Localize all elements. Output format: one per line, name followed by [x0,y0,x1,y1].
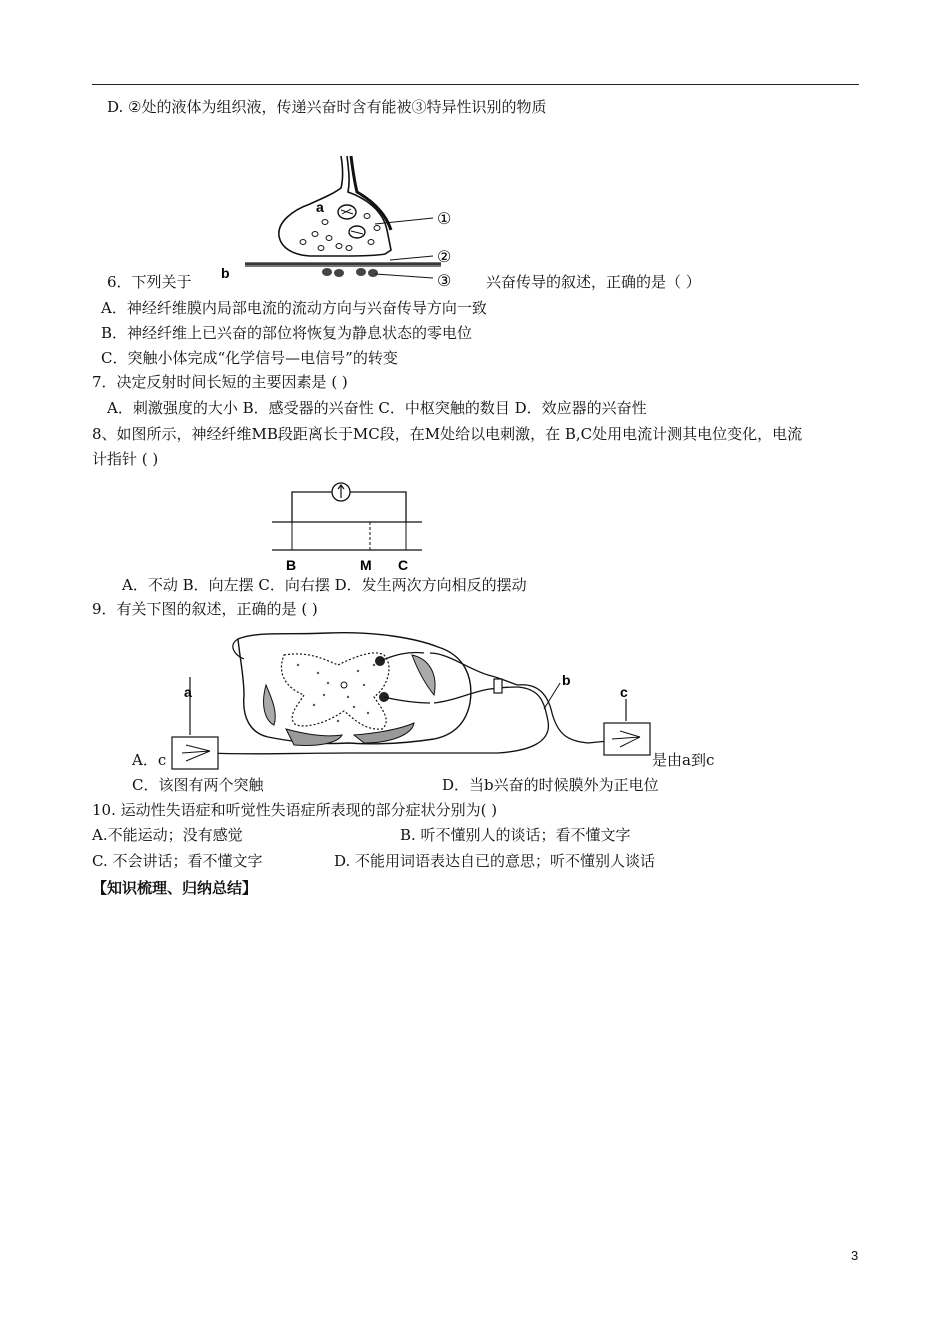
q9-option-a-end: 是由a到c [652,751,715,769]
q10-option-d: D. 不能用词语表达自已的意思；听不懂别人谈话 [334,852,656,870]
synapse-label-a: a [316,199,324,215]
q8-stem-line2: 计指针 ( ) [92,450,159,468]
synapse-label-1: ① [437,211,452,228]
q5-option-d: D. ②处的液体为组织液，传递兴奋时含有能被③特异性识别的物质 [107,98,547,116]
section-title: 【知识梳理、归纳总结】 [92,879,258,897]
page-number: 3 [851,1248,859,1263]
q7-options: A．刺激强度的大小 B．感受器的兴奋性 C．中枢突触的数目 D．效应器的兴奋性 [107,399,647,417]
q9-option-d: D．当b兴奋的时候膜外为正电位 [442,776,659,794]
fiber-label-c: C [398,557,409,573]
q6-option-b: B．神经纤维上已兴奋的部位将恢复为静息状态的零电位 [101,324,473,342]
reflex-label-b: b [562,672,571,688]
q10-option-b: B. 听不懂别人的谈话；看不懂文字 [400,826,631,844]
reflex-label-a: a [184,684,192,700]
synapse-label-3: ③ [437,273,452,290]
fiber-label-b: B [286,557,297,573]
nerve-fiber-figure [268,478,428,576]
q6-option-c: C．突触小体完成“化学信号—电信号”的转变 [101,349,398,367]
q9-option-c: C．该图有两个突触 [132,776,264,794]
reflex-arc-figure [168,625,658,775]
header-rule [92,84,859,85]
q6-option-a: A．神经纤维膜内局部电流的流动方向与兴奋传导方向一致 [101,299,487,317]
q9-option-a-start: A．c [132,751,167,769]
q6-stem-before: 6．下列关于 [107,273,192,291]
q10-option-a: A.不能运动；没有感觉 [92,826,243,844]
q10-option-c: C. 不会讲话；看不懂文字 [92,852,263,870]
q9-stem: 9．有关下图的叙述，正确的是 ( ) [92,600,318,618]
q10-stem: 10. 运动性失语症和听觉性失语症所表现的部分症状分别为( ) [92,801,498,819]
q6-stem-after: 兴奋传导的叙述，正确的是（ ） [486,273,701,291]
fiber-label-m: M [360,557,372,573]
q8-options: A．不动 B．向左摆 C．向右摆 D．发生两次方向相反的摆动 [122,576,527,594]
q8-stem-line1: 8、如图所示，神经纤维MB段距离长于MC段，在M处给以电刺激，在 B,C处用电流计测其电位变化，电流 [92,425,803,443]
q7-stem: 7．决定反射时间长短的主要因素是 ( ) [92,373,348,391]
synapse-figure [215,152,480,290]
synapse-label-b: b [221,265,230,281]
synapse-label-2: ② [437,249,452,266]
reflex-label-c: c [620,684,628,700]
